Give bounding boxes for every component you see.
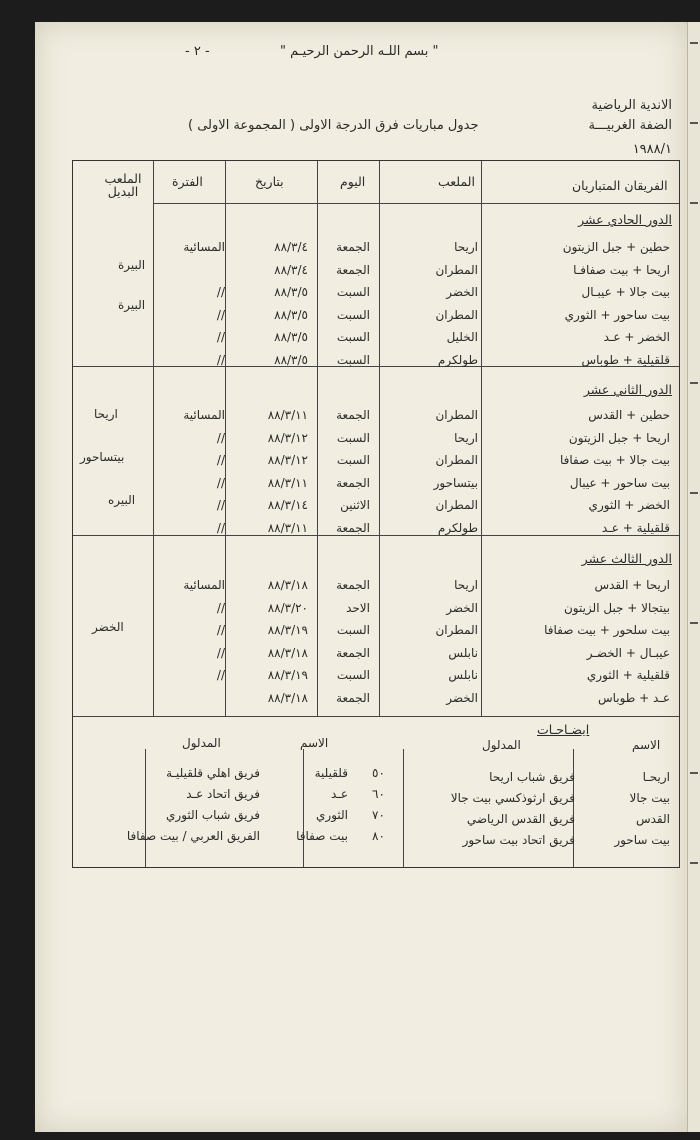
notes-title: ايضـاحـات [537,722,590,737]
note-meaning: الفريق العربي / بيت صفافا [126,829,260,843]
note-meaning: فريق اتحاد بيت ساحور [462,833,575,847]
match-date: ٨٨/٣/١٨ [267,645,308,660]
match-teams: اريحا + القدس [594,578,670,592]
match-date: ٨٨/٣/١٤ [267,498,308,512]
note-meaning: فريق شباب اريحا [489,770,575,784]
round-13-alt-1: الخضر [92,620,124,634]
round-13-title: الدور الثالث عشر [581,551,672,566]
match-stadium: الخضر [446,600,478,615]
match-stadium: الخضر [446,690,478,705]
match-day: السبت [336,330,370,344]
match-stadium: المطران [435,262,478,277]
match-stadium: المطران [435,453,478,467]
note-name: قلقيلية [314,766,348,780]
match-day: السبت [336,430,370,445]
notes-meaning-header-right: المدلول [482,738,521,752]
match-day: الجمعة [336,408,370,422]
match-day: السبت [336,623,370,637]
match-teams: الخضر + الثوري [588,498,670,512]
round-11-alt-1: البيرة [118,258,146,272]
match-teams: حطين + جبل الزيتون [562,240,670,254]
note-number: ٥٠ [372,766,385,780]
match-date: ٨٨/٣/٥ [274,352,308,367]
match-period: // [216,285,225,299]
match-day: الجمعة [336,690,370,705]
match-teams: بيت ساحور + عيبال [569,475,670,490]
match-period: // [216,668,225,682]
note-name: بيت صفافا [296,829,348,843]
round-11-title: الدور الحادي عشر [578,212,672,227]
match-teams: الخضر + عـد [603,330,670,344]
note-name: الثوري [316,808,348,822]
col-header-date: بتاريخ [255,174,284,189]
match-stadium: المطران [435,498,478,512]
match-day: الجمعة [336,262,370,277]
match-teams: قلقيلية + عـد [601,520,670,535]
match-stadium: بيتساحور [433,475,478,490]
match-day: الجمعة [336,475,370,490]
round-12-title: الدور الثاني عشر [583,382,672,397]
match-period: المسائية [183,408,225,422]
round-12-alt-1: اريحا [94,407,118,421]
match-stadium: المطران [435,623,478,637]
match-date: ٨٨/٣/١٩ [267,623,308,637]
match-stadium: المطران [435,408,478,422]
note-name: بيت ساحور [614,833,670,847]
match-date: ٨٨/٣/١٢ [267,430,308,445]
note-number: ٨٠ [372,829,385,843]
match-date: ٨٨/٣/٥ [274,307,308,322]
match-day: الاحد [346,600,370,615]
club-line: الاندية الرياضية [591,98,672,113]
match-date: ٨٨/٣/٥ [274,330,308,344]
match-period: // [216,475,225,490]
col-header-alt-stadium: الملعب البديل [104,171,142,199]
match-stadium: اريحا [454,430,478,445]
match-date: ٨٨/٣/١٨ [267,578,308,592]
match-period: // [216,645,225,660]
match-date: ٨٨/٣/١١ [267,408,308,422]
match-day: الجمعة [336,645,370,660]
year-line: ١٩٨٨/١ [632,142,672,157]
match-teams: عيبـال + الخضـر [586,645,670,660]
match-teams: حطين + القدس [588,408,670,422]
match-date: ٨٨/٣/١٩ [267,668,308,682]
note-name: اريحـا [642,770,670,784]
note-meaning: فريق القدس الرياضي [466,812,575,826]
notes-name-header-left: الاسم [300,736,329,750]
round-11-alt-2: البيرة [118,298,146,312]
note-name: عـد [331,787,348,801]
match-stadium: الخليل [446,330,478,344]
col-header-day: اليوم [340,174,366,189]
col-header-teams: الفريقان المتباريان [572,178,668,193]
match-date: ٨٨/٣/٤ [274,240,308,254]
match-date: ٨٨/٣/١٨ [267,690,308,705]
match-day: السبت [336,307,370,322]
note-name: بيت جالا [629,791,670,805]
match-period: المسائية [183,578,225,592]
match-date: ٨٨/٣/٤ [274,262,308,277]
match-stadium: طولكرم [437,520,478,535]
round-12-alt-3: البيره [108,493,136,507]
match-stadium: الخضر [446,285,478,299]
region-line: الضفة الغربيـــة [588,118,672,133]
document-title: جدول مباريات فرق الدرجة الاولى ( المجموعة الاولى ) [188,118,479,133]
match-day: الجمعة [336,578,370,592]
match-day: السبت [336,352,370,367]
match-day: السبت [336,668,370,682]
note-meaning: فريق اهلي قلقيليـة [166,766,260,780]
match-period: // [216,453,225,467]
note-number: ٧٠ [372,808,385,822]
match-teams: اريحا + جبل الزيتون [568,430,670,445]
match-teams: بيت جالا + عيبـال [581,285,670,299]
match-teams: اريحا + بيت صفافـا [573,262,670,277]
match-date: ٨٨/٣/٢٠ [267,600,308,615]
match-period: // [216,600,225,615]
col-header-stadium: الملعب [438,174,475,189]
match-stadium: نابلس [448,668,478,682]
match-period: // [216,430,225,445]
match-day: السبت [336,453,370,467]
match-period: المسائية [183,240,225,254]
round-12-alt-2: بيتساحور [80,450,125,464]
match-teams: بيت جالا + بيت صفافا [559,453,670,467]
match-stadium: طولكرم [437,352,478,367]
match-period: // [216,498,225,512]
note-meaning: فريق ارثوذكسي بيت جالا [450,791,575,805]
match-day: السبت [336,285,370,299]
match-teams: عـد + طوباس [597,690,670,705]
note-name: القدس [635,812,670,826]
match-date: ٨٨/٣/١١ [267,475,308,490]
match-stadium: نابلس [448,645,478,660]
notes-name-header-right: الاسم [632,738,661,752]
match-period: // [216,520,225,535]
col-header-period: الفترة [172,174,203,189]
match-period: // [216,623,225,637]
match-date: ٨٨/٣/١١ [267,520,308,535]
page-number: - ٢ - [185,44,210,59]
next-page-edge [687,22,700,1132]
match-teams: بيت سلحور + بيت صفافا [544,623,670,637]
bismillah-line: " بسم اللـه الرحمن الرحيـم " [280,44,439,59]
match-day: الجمعة [336,240,370,254]
match-teams: بيتجالا + جبل الزيتون [563,600,670,615]
match-stadium: اريحا [454,578,478,592]
match-period: // [216,307,225,322]
match-teams: بيت ساحور + الثوري [564,307,670,322]
match-date: ٨٨/٣/٥ [274,285,308,299]
match-period: // [216,330,225,344]
note-number: ٦٠ [372,787,385,801]
match-stadium: اريحا [454,240,478,254]
match-date: ٨٨/٣/١٢ [267,453,308,467]
match-period: // [216,352,225,367]
match-day: الجمعة [336,520,370,535]
note-meaning: فريق اتحاد عـد [186,787,260,801]
notes-meaning-header-left: المدلول [182,736,221,750]
match-teams: قلقيلية + طوباس [581,352,670,367]
note-meaning: فريق شباب الثوري [166,808,260,822]
match-teams: قلقيلية + الثوري [586,668,670,682]
match-stadium: المطران [435,307,478,322]
match-day: الاثنين [340,498,370,512]
